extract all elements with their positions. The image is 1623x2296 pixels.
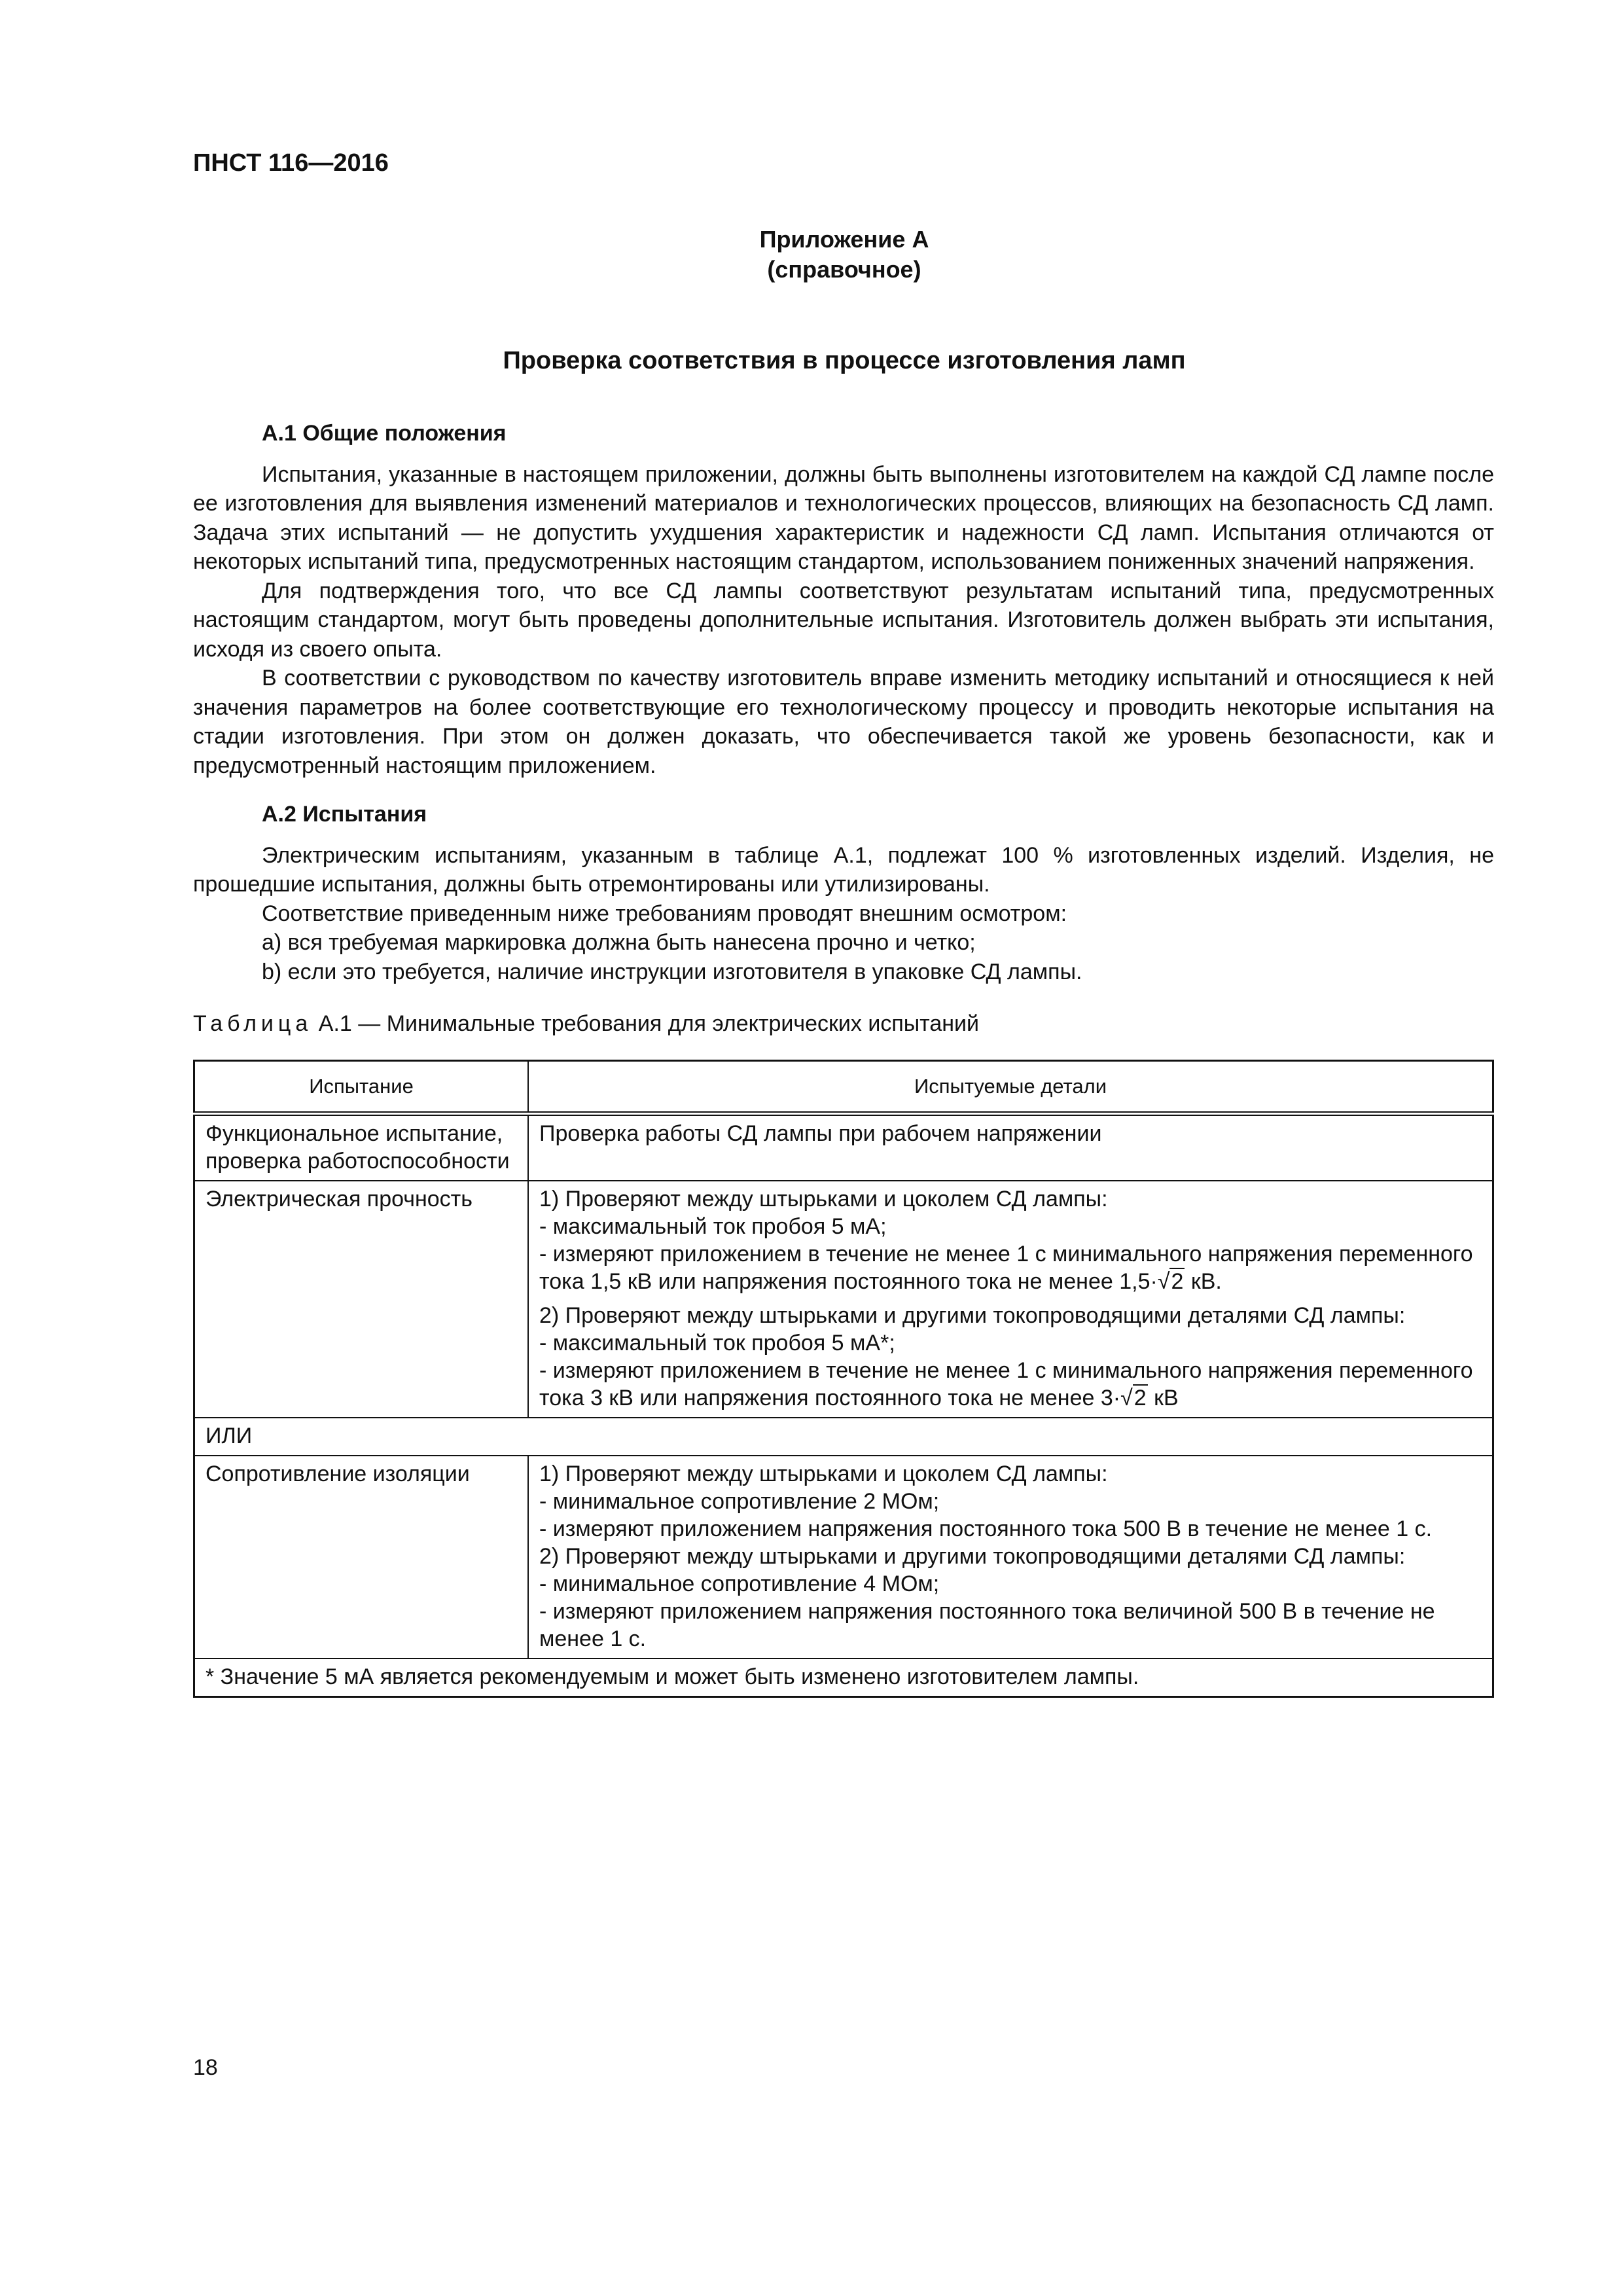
- row3-line5: - минимальное сопротивление 4 МОм;: [539, 1571, 940, 1596]
- or-label: ИЛИ: [194, 1418, 1493, 1456]
- section-a2-heading: А.2 Испытания: [262, 802, 427, 827]
- document-code: ПНСТ 116—2016: [193, 149, 389, 177]
- appendix-type: (справочное): [767, 256, 921, 283]
- row3-line6: - измеряют приложением напряжения постоянного тока величиной 500 В в течение не менее 1 с.: [539, 1598, 1435, 1651]
- formula-radicand: 2: [1171, 1268, 1184, 1294]
- appendix-title: [0, 224, 1623, 285]
- row1-test: Функциональное испытание, проверка работоспособности: [194, 1113, 529, 1181]
- section-a2-paragraph-1: Электрическим испытаниям, указанным в таблице А.1, подлежат 100 % изготовленных изделий. Изделия, не прошедшие испытания, должны быть отремонтированы или утилизированы.: [193, 842, 1494, 897]
- table-caption-text: А.1 — Минимальные требования для электрических испытаний: [318, 1011, 980, 1036]
- row2-block2-formula: [1101, 1386, 1154, 1410]
- section-a1-paragraph-2: Для подтверждения того, что все СД лампы соответствуют результатам испытаний типа, предусмотренных настоящим стандартом, могут быть проведены дополнительные испытания. Изготовитель должен выбрать эти испытания, исходя из своего опыта.: [193, 578, 1494, 662]
- table-row-or: [194, 1418, 1493, 1456]
- row2-details: [528, 1181, 1493, 1418]
- page-title: Проверка соответствия в процессе изготовления ламп: [503, 347, 1186, 374]
- formula-radicand: 2: [1133, 1385, 1147, 1410]
- row1-details: Проверка работы СД лампы при рабочем напряжении: [528, 1113, 1493, 1181]
- table-caption-word: Таблица: [193, 1011, 313, 1036]
- appendix-label: Приложение А: [759, 226, 929, 253]
- row2-block2-line2: - максимальный ток пробоя 5 мА*;: [539, 1330, 895, 1355]
- row3-line2: - минимальное сопротивление 2 МОм;: [539, 1488, 940, 1514]
- row2-block2-text: - измеряют приложением в течение не менее 1 с минимального напряжения переменного тока 3 кВ или напряжения постоянного тока не менее: [539, 1357, 1473, 1410]
- list-item-a: а) вся требуемая маркировка должна быть нанесена прочно и четко;: [262, 930, 976, 955]
- document-body: [193, 419, 1494, 1698]
- row3-line1: 1) Проверяют между штырьками и цоколем СД лампы:: [539, 1461, 1108, 1486]
- row2-block1-formula: [1119, 1269, 1191, 1294]
- row2-test: Электрическая прочность: [194, 1181, 529, 1418]
- table-note: * Значение 5 мА является рекомендуемым и может быть изменено изготовителем лампы.: [194, 1659, 1493, 1697]
- header-test: Испытание: [194, 1060, 529, 1113]
- row3-line3: - измеряют приложением напряжения постоянного тока 500 В в течение не менее 1 с.: [539, 1516, 1433, 1541]
- formula-dot: ·: [1150, 1268, 1158, 1294]
- row2-block2-line3: [539, 1357, 1482, 1412]
- sqrt-icon: √2: [1120, 1385, 1147, 1410]
- sqrt-icon: √2: [1157, 1268, 1184, 1294]
- section-a2-paragraph-2: Соответствие приведенным ниже требованиям проводят внешним осмотром:: [262, 901, 1067, 926]
- formula-dot: ·: [1113, 1385, 1121, 1410]
- row3-test: Сопротивление изоляции: [194, 1456, 529, 1659]
- requirements-table: [193, 1060, 1494, 1698]
- formula-coefficient: 3: [1100, 1385, 1113, 1410]
- formula-coefficient: 1,5: [1119, 1268, 1150, 1294]
- table-note-row: [194, 1659, 1493, 1697]
- row2-block2-unit: кВ: [1154, 1385, 1179, 1410]
- section-a1-heading: А.1 Общие положения: [262, 421, 507, 446]
- row2-block1-unit: кВ.: [1190, 1268, 1222, 1294]
- table-header-row: [194, 1060, 1493, 1113]
- row2-block1-line2: - максимальный ток пробоя 5 мА;: [539, 1213, 887, 1239]
- section-a1-paragraph-3: В соответствии с руководством по качеству изготовитель вправе изменить методику испытаний и относящиеся к ней значения параметров на более соответствующие его технологическому процессу и проводить некоторые испытания на стадии изготовления. При этом он должен доказать, что обеспечивается такой же уровень безопасности, как и предусмотренный настоящим приложением.: [193, 666, 1494, 778]
- row2-block2-line1: 2) Проверяют между штырьками и другими токопроводящими деталями СД лампы:: [539, 1302, 1406, 1328]
- row3-line4: 2) Проверяют между штырьками и другими токопроводящими деталями СД лампы:: [539, 1543, 1406, 1569]
- header-details: Испытуемые детали: [528, 1060, 1493, 1113]
- row2-block1-text: - измеряют приложением в течение не менее 1 с минимального напряжения переменного тока 1,5 кВ или напряжения постоянного тока не менее: [539, 1241, 1473, 1294]
- list-item-b: b) если это требуется, наличие инструкции изготовителя в упаковке СД лампы.: [262, 959, 1082, 984]
- table-row: [194, 1456, 1493, 1659]
- row3-details: [528, 1456, 1493, 1659]
- table-row: [194, 1113, 1493, 1181]
- row2-block1-line1: 1) Проверяют между штырьками и цоколем СД лампы:: [539, 1186, 1108, 1211]
- table-row: [194, 1181, 1493, 1418]
- row2-block1-line3: [539, 1240, 1482, 1295]
- page-number: 18: [193, 2055, 218, 2080]
- table-caption: [193, 1009, 1494, 1039]
- section-a1-paragraph-1: Испытания, указанные в настоящем приложении, должны быть выполнены изготовителем на каждой СД лампе после ее изготовления для выявления изменений материалов и технологических процессов, влияющих на безопасность СД ламп. Задача этих испытаний — не допустить ухудшения характеристик и надежности СД ламп. Испытания отличаются от некоторых испытаний типа, предусмотренных настоящим стандартом, использованием пониженных значений напряжения.: [193, 461, 1494, 574]
